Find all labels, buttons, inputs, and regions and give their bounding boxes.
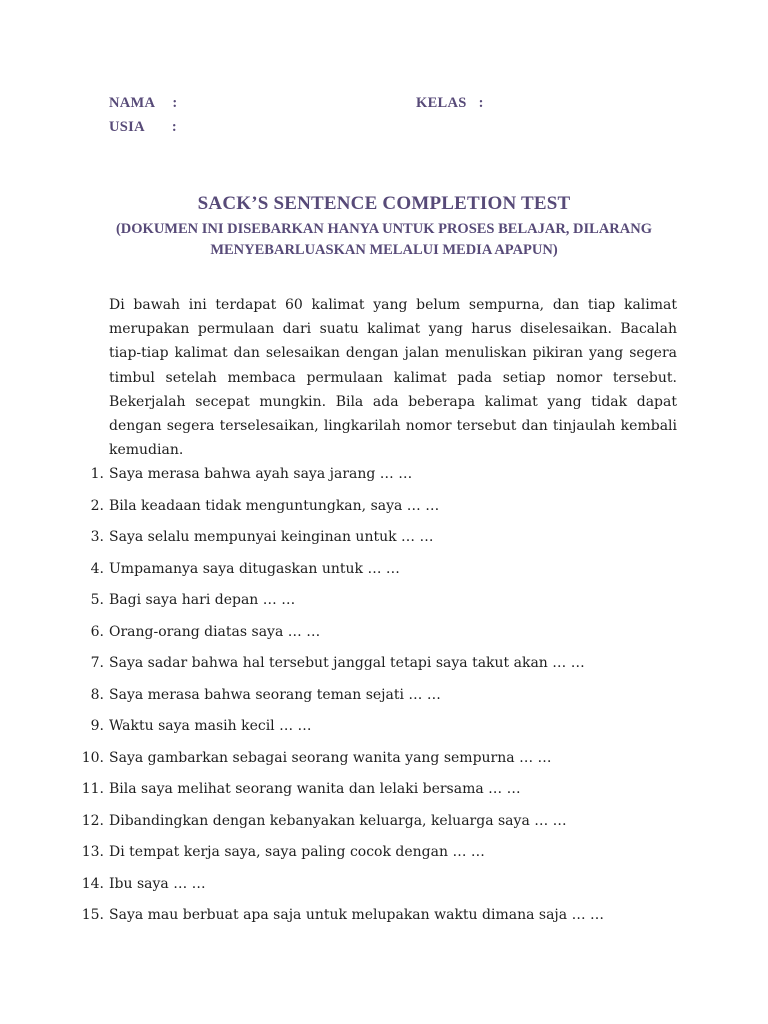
item-number: 15. bbox=[81, 907, 104, 923]
list-item bbox=[0, 620, 768, 652]
list-item bbox=[0, 840, 768, 872]
list-item bbox=[0, 809, 768, 841]
item-text: Umpamanya saya ditugaskan untuk … … bbox=[109, 560, 400, 577]
item-text: Orang-orang diatas saya … … bbox=[109, 623, 321, 640]
list-item bbox=[0, 903, 768, 935]
item-number: 10. bbox=[81, 749, 104, 766]
list-item bbox=[0, 714, 768, 746]
item-text: Saya merasa bahwa seorang teman sejati … … bbox=[109, 686, 441, 703]
usia-label: USIA bbox=[109, 119, 145, 135]
item-number: 12. bbox=[81, 812, 104, 829]
item-number: 11. bbox=[81, 781, 104, 797]
item-text: Saya sadar bahwa hal tersebut janggal tetapi saya takut akan … … bbox=[109, 655, 585, 671]
item-text: Waktu saya masih kecil … … bbox=[109, 718, 312, 734]
kelas-colon: : bbox=[478, 95, 484, 111]
instructions-paragraph: Di bawah ini terdapat 60 kalimat yang belum sempurna, dan tiap kalimat merupakan permulaan dari suatu kalimat yang harus diselesaikan. Bacalah tiap-tiap kalimat dan selesaikan dengan jalan menuliskan pikiran yang segera timbul setelah membaca permulaan kalimat pada setiap nomor tersebut. Bekerjalah secepat mungkin. Bila ada beberapa kalimat yang tidak dapat dengan segera terselesaikan, lingkarilah nomor tersebut dan tinjaulah kembali kemudian. bbox=[109, 297, 677, 459]
list-item bbox=[0, 588, 768, 620]
item-number: 2. bbox=[90, 497, 104, 514]
nama-field-label bbox=[109, 95, 177, 112]
item-text: Dibandingkan dengan kebanyakan keluarga, keluarga saya … … bbox=[109, 812, 567, 829]
item-number: 7. bbox=[90, 655, 104, 671]
kelas-field-label bbox=[416, 95, 484, 112]
sentence-list bbox=[0, 462, 768, 935]
item-text: Ibu saya … … bbox=[109, 875, 206, 892]
item-number: 13. bbox=[81, 844, 104, 860]
list-item bbox=[0, 525, 768, 557]
list-item bbox=[0, 494, 768, 526]
item-text: Di tempat kerja saya, saya paling cocok dengan … … bbox=[109, 844, 485, 860]
item-number: 5. bbox=[90, 592, 104, 608]
document-subtitle: (DOKUMEN INI DISEBARKAN HANYA UNTUK PROSES BELAJAR, DILARANG MENYEBARLUASKAN MELALUI MEDIA APAPUN) bbox=[115, 221, 653, 258]
list-item bbox=[0, 651, 768, 683]
item-number: 8. bbox=[90, 686, 104, 703]
item-text: Saya gambarkan sebagai seorang wanita yang sempurna … … bbox=[109, 749, 552, 766]
item-number: 3. bbox=[90, 529, 104, 545]
list-item bbox=[0, 872, 768, 904]
item-number: 6. bbox=[90, 623, 104, 640]
nama-colon: : bbox=[172, 95, 178, 111]
list-item bbox=[0, 746, 768, 778]
item-text: Saya selalu mempunyai keinginan untuk … … bbox=[109, 529, 434, 545]
item-text: Saya mau berbuat apa saja untuk melupakan waktu dimana saja … … bbox=[109, 907, 605, 923]
document-title: SACK’S SENTENCE COMPLETION TEST bbox=[197, 193, 571, 214]
list-item bbox=[0, 683, 768, 715]
item-number: 1. bbox=[90, 466, 104, 482]
list-item bbox=[0, 777, 768, 809]
list-item bbox=[0, 462, 768, 494]
item-text: Bila saya melihat seorang wanita dan lelaki bersama … … bbox=[109, 781, 521, 797]
kelas-label: KELAS bbox=[416, 95, 467, 111]
item-text: Bila keadaan tidak menguntungkan, saya … … bbox=[109, 497, 440, 514]
list-item bbox=[0, 557, 768, 589]
item-text: Bagi saya hari depan … … bbox=[109, 592, 296, 608]
item-number: 14. bbox=[81, 875, 104, 892]
usia-colon: : bbox=[171, 119, 177, 135]
item-number: 4. bbox=[90, 560, 104, 577]
item-text: Saya merasa bahwa ayah saya jarang … … bbox=[109, 466, 413, 482]
item-number: 9. bbox=[90, 718, 104, 734]
usia-field-label bbox=[109, 119, 177, 136]
nama-label: NAMA bbox=[109, 95, 156, 111]
